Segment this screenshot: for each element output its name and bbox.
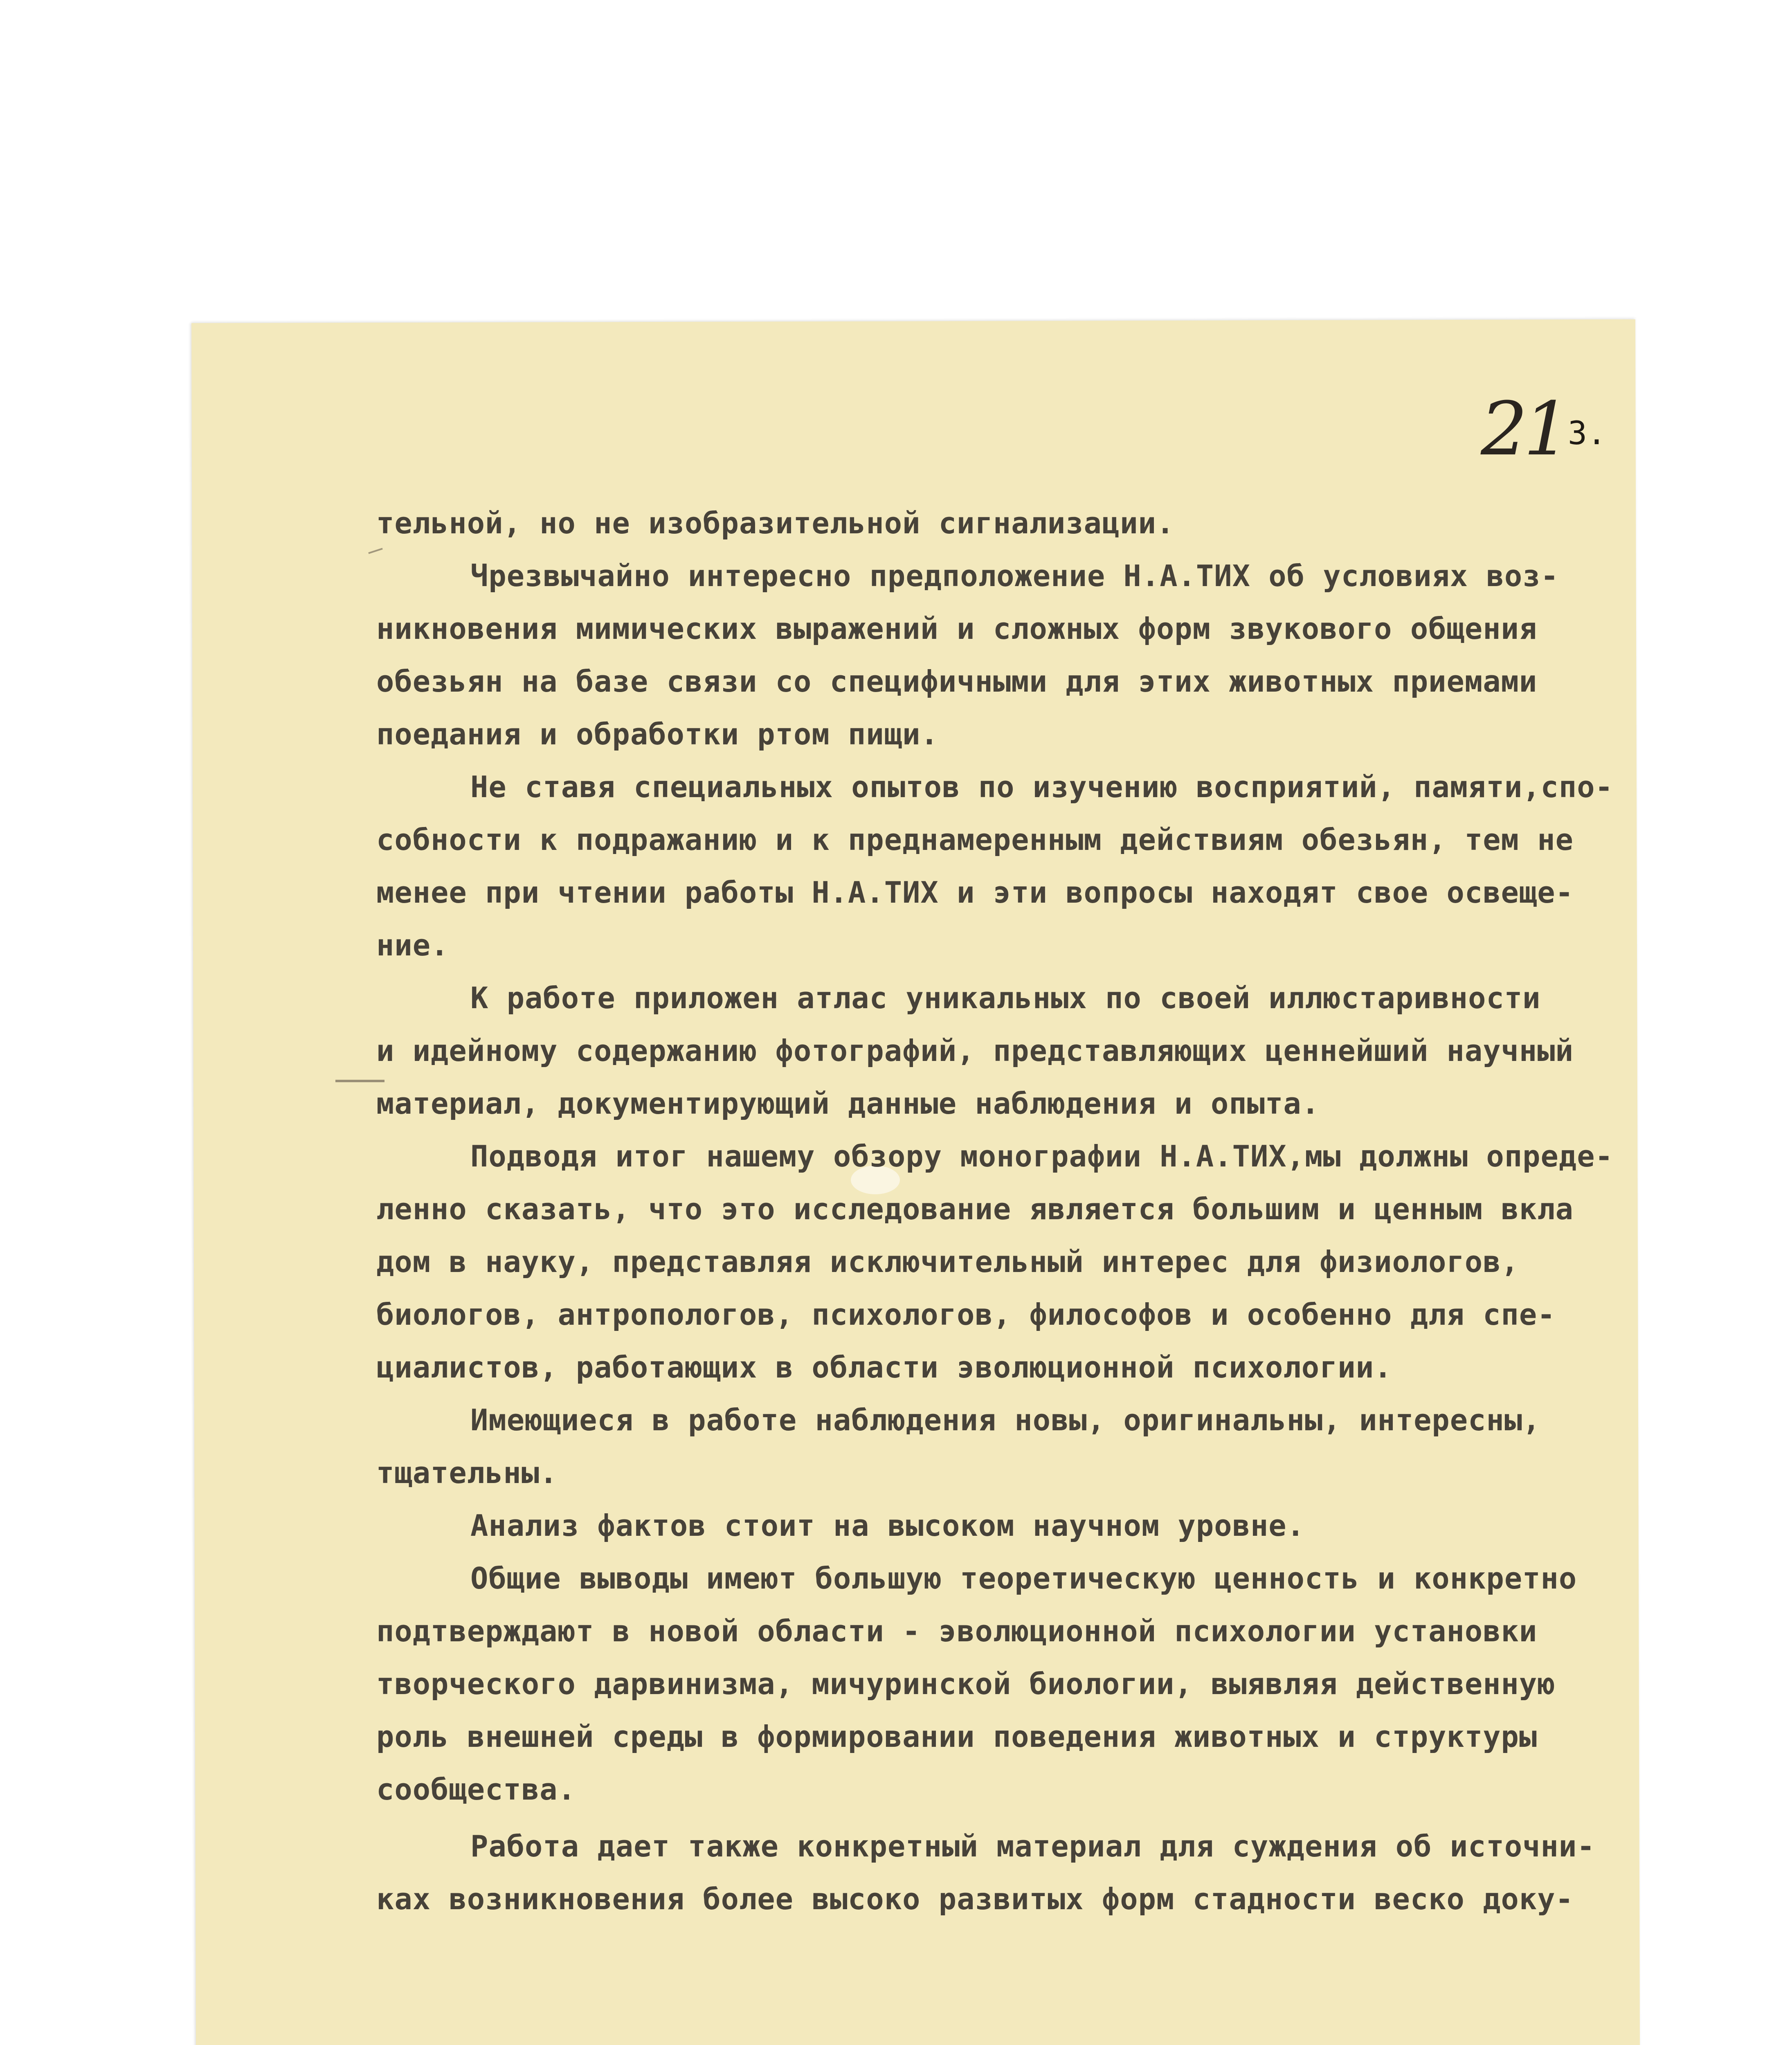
- text-line: Не ставя специальных опытов по изучению восприятий, памяти,спо-: [470, 770, 1613, 804]
- text-line: ках возникновения более высоко развитых форм стадности веско доку-: [376, 1882, 1574, 1916]
- text-line: менее при чтении работы Н.А.ТИХ и эти вопросы находят свое освеще-: [376, 875, 1574, 910]
- text-line: тщательны.: [376, 1456, 558, 1490]
- text-line: дом в науку, представляя исключительный интерес для физиологов,: [376, 1245, 1519, 1279]
- text-line: сообщества.: [376, 1772, 576, 1807]
- text-line: собности к подражанию и к преднамеренным действиям обезьян, тем не: [376, 822, 1574, 857]
- text-line: циалистов, работающих в области эволюционной психологии.: [376, 1350, 1392, 1384]
- text-line: Анализ фактов стоит на высоком научном уровне.: [470, 1508, 1305, 1543]
- text-line: Чрезвычайно интересно предположение Н.А.ТИХ об условиях воз-: [470, 559, 1559, 593]
- typewritten-text: [376, 497, 1613, 1926]
- text-line: никновения мимических выражений и сложных форм звукового общения: [376, 611, 1538, 646]
- text-line: подтверждают в новой области - эволюционной психологии установки: [376, 1614, 1538, 1648]
- text-line: ленно сказать, что это исследование является большим и ценным вкла: [376, 1192, 1574, 1226]
- text-line: Работа дает также конкретный материал для суждения об источни-: [470, 1829, 1595, 1863]
- text-line: обезьян на базе связи со специфичными для этих животных приемами: [376, 664, 1538, 699]
- text-line: биологов, антропологов, психологов, философов и особенно для спе-: [376, 1297, 1556, 1332]
- page-number: [1481, 387, 1606, 472]
- text-line: материал, документирующий данные наблюдения и опыта.: [376, 1086, 1320, 1121]
- text-line: роль внешней среды в формировании поведения животных и структуры: [376, 1719, 1538, 1754]
- text-line: тельной, но не изобразительной сигнализации.: [376, 506, 1175, 540]
- text-line: Подводя итог нашему обзору монографии Н.А.ТИХ,мы должны опреде-: [470, 1139, 1613, 1173]
- text-line: поедания и обработки ртом пищи.: [376, 717, 939, 751]
- handwritten-page-number: 21: [1481, 387, 1567, 472]
- text-line: творческого дарвинизма, мичуринской биологии, выявляя действенную: [376, 1667, 1556, 1701]
- text-line: Общие выводы имеют большую теоретическую ценность и конкретно: [470, 1561, 1577, 1596]
- text-line: Имеющиеся в работе наблюдения новы, оригинальны, интересны,: [470, 1403, 1541, 1437]
- typed-page-number: 3.: [1568, 415, 1606, 452]
- text-line: и идейному содержанию фотографий, представляющих ценнейший научный: [376, 1034, 1574, 1068]
- text-line: ние.: [376, 928, 449, 962]
- text-line: К работе приложен атлас уникальных по своей иллюстаривности: [470, 981, 1541, 1015]
